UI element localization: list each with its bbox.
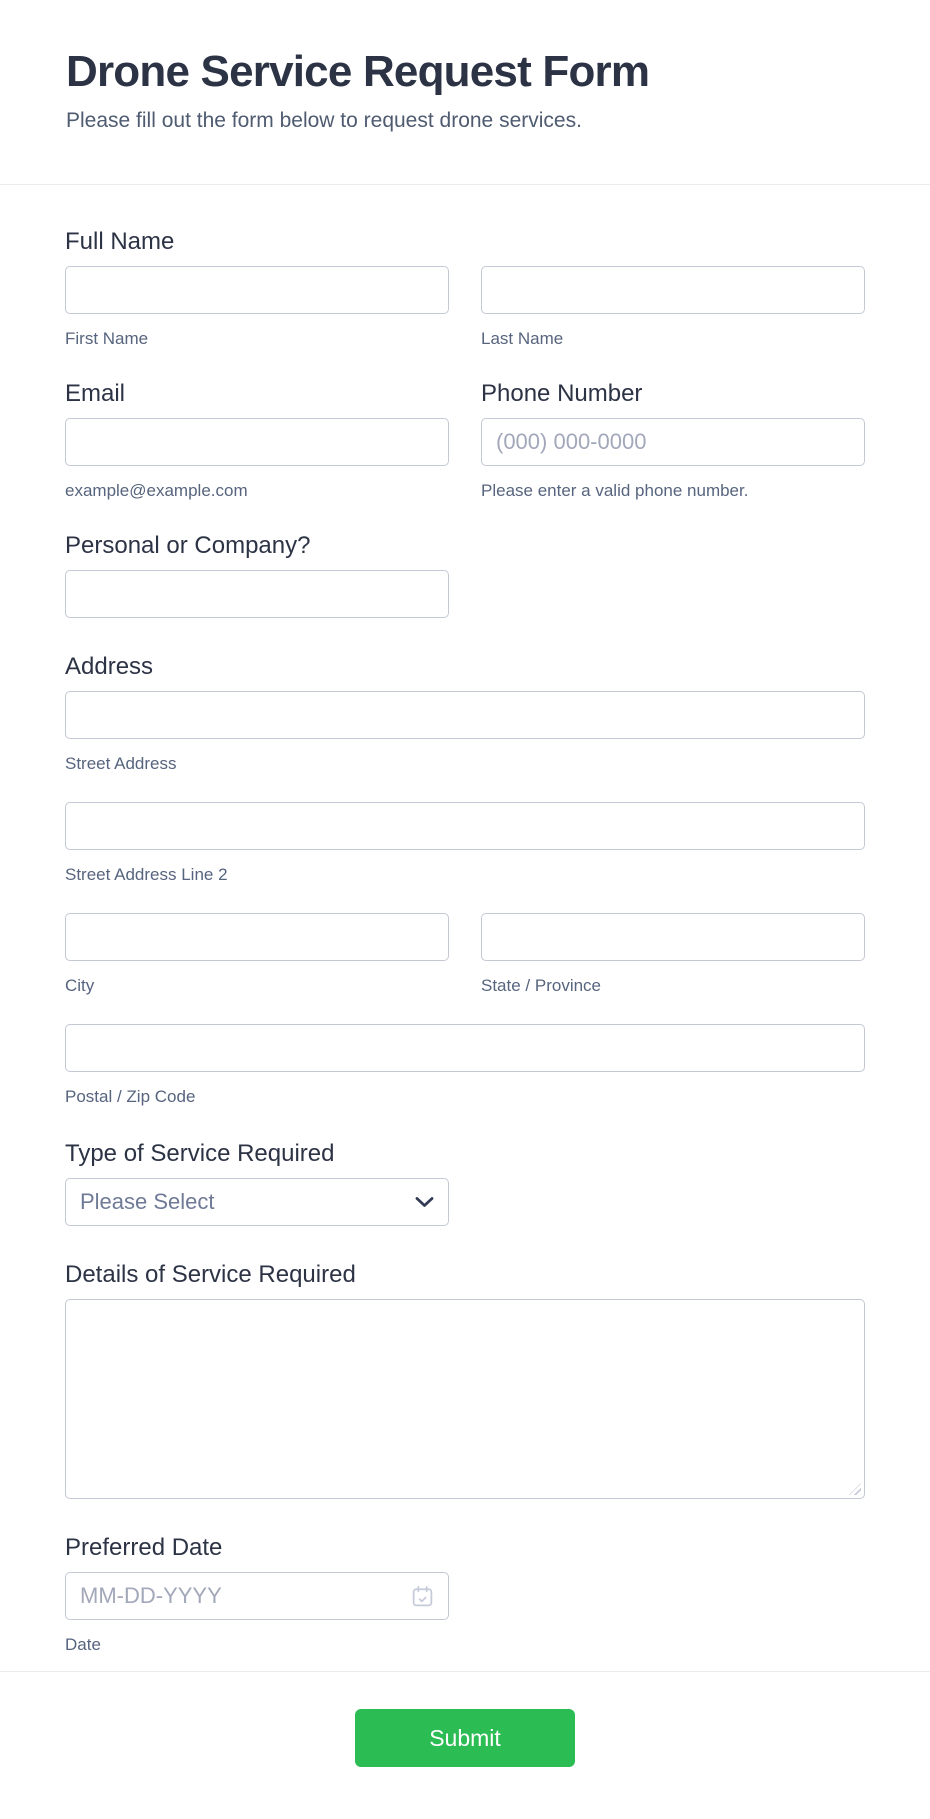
service-details-label: Details of Service Required xyxy=(65,1261,356,1288)
service-type-selected-value: Please Select xyxy=(80,1189,215,1214)
personal-or-company-label: Personal or Company? xyxy=(65,532,311,559)
preferred-date-label: Preferred Date xyxy=(65,1534,223,1561)
street-address-line2-input[interactable] xyxy=(65,802,865,850)
page-subtitle: Please fill out the form below to request drone services. xyxy=(66,108,582,132)
email-input[interactable] xyxy=(65,418,449,466)
personal-or-company-input[interactable] xyxy=(65,570,449,618)
page-title: Drone Service Request Form xyxy=(66,47,650,96)
form-footer xyxy=(0,1672,930,1818)
phone-helper: Please enter a valid phone number. xyxy=(481,481,749,500)
last-name-input[interactable] xyxy=(481,266,865,314)
postal-code-input[interactable] xyxy=(65,1024,865,1072)
street-address-input[interactable] xyxy=(65,691,865,739)
service-details-textarea[interactable] xyxy=(65,1299,865,1499)
first-name-sublabel: First Name xyxy=(65,329,149,348)
date-input[interactable] xyxy=(65,1572,449,1620)
service-type-label: Type of Service Required xyxy=(65,1140,335,1167)
service-type-select[interactable] xyxy=(65,1178,449,1226)
state-input[interactable] xyxy=(481,913,865,961)
state-sublabel: State / Province xyxy=(481,976,602,995)
street-address-line2-sublabel: Street Address Line 2 xyxy=(65,865,228,884)
service-type-group xyxy=(65,1139,865,1226)
phone-label: Phone Number xyxy=(481,380,643,407)
email-helper: example@example.com xyxy=(65,481,248,500)
calendar-check-icon[interactable] xyxy=(410,1584,435,1609)
form-fields-section xyxy=(0,185,930,1672)
email-phone-group xyxy=(65,379,865,501)
first-name-input[interactable] xyxy=(65,266,449,314)
full-name-label: Full Name xyxy=(65,228,175,255)
city-sublabel: City xyxy=(65,976,95,995)
postal-code-sublabel: Postal / Zip Code xyxy=(65,1087,196,1106)
service-details-group xyxy=(65,1260,865,1499)
personal-or-company-group xyxy=(65,531,865,618)
submit-button[interactable]: Submit xyxy=(355,1709,575,1767)
chevron-down-icon xyxy=(415,1196,434,1208)
address-label: Address xyxy=(65,653,154,680)
phone-input[interactable] xyxy=(481,418,865,466)
last-name-sublabel: Last Name xyxy=(481,329,564,348)
date-sublabel: Date xyxy=(65,1635,101,1654)
full-name-group xyxy=(65,227,865,349)
form-header xyxy=(0,0,930,185)
city-input[interactable] xyxy=(65,913,449,961)
email-label: Email xyxy=(65,380,126,407)
preferred-date-group xyxy=(65,1533,865,1655)
address-group xyxy=(65,652,865,1107)
street-address-sublabel: Street Address xyxy=(65,754,177,773)
